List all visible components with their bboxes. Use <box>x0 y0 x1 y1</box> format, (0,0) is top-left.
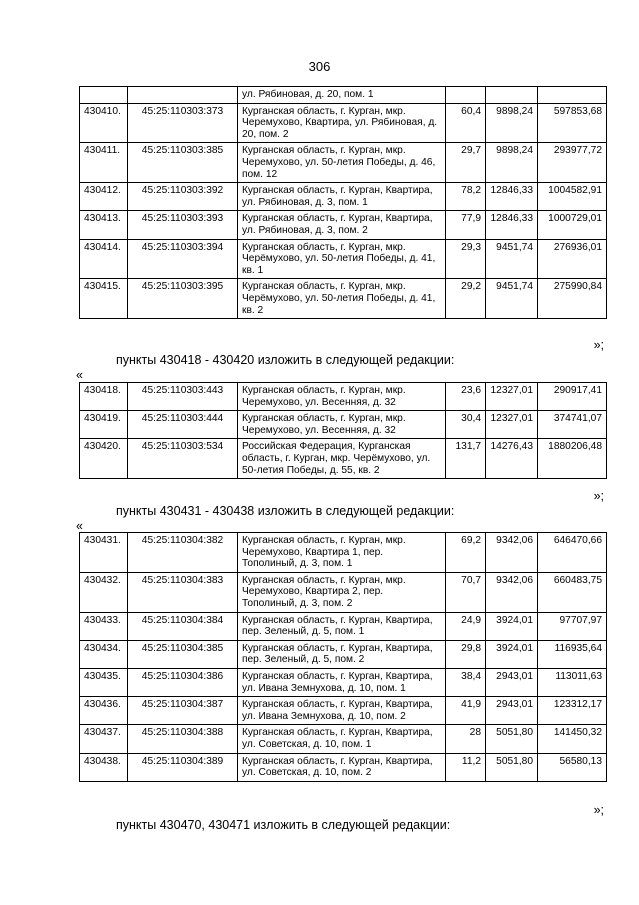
cadastral-number-cell: 45:25:110303:394 <box>128 239 238 279</box>
address-cell: Курганская область, г. Курган, мкр. Черемухово, ул. Весенняя, д. 32 <box>238 411 446 439</box>
item-number-cell: 430434. <box>80 640 128 668</box>
item-number-cell: 430433. <box>80 612 128 640</box>
cadastral-value-cell: 646470,66 <box>538 533 607 573</box>
table-row <box>80 640 607 668</box>
area-cell: 28 <box>446 725 486 753</box>
cadastral-number-cell: 45:25:110304:389 <box>128 753 238 781</box>
instruction-text-1: пункты 430418 - 430420 изложить в следующей редакции: <box>116 353 455 367</box>
cadastral-number-cell: 45:25:110303:392 <box>128 183 238 211</box>
cadastral-number-cell: 45:25:110304:388 <box>128 725 238 753</box>
cadastral-number-cell: 45:25:110303:395 <box>128 279 238 319</box>
cadastral-value-cell: 290917,41 <box>538 383 607 411</box>
instruction-text-3: пункты 430470, 430471 изложить в следующей редакции: <box>116 818 451 832</box>
unit-price-cell: 9898,24 <box>486 103 538 143</box>
item-number-cell: 430437. <box>80 725 128 753</box>
area-cell: 29,8 <box>446 640 486 668</box>
cadastral-number-cell: 45:25:110304:385 <box>128 640 238 668</box>
cadastral-value-cell: 1004582,91 <box>538 183 607 211</box>
unit-price-cell: 9451,74 <box>486 239 538 279</box>
table-row <box>80 725 607 753</box>
item-number-cell <box>80 87 128 104</box>
item-number-cell: 430420. <box>80 439 128 479</box>
address-cell: Российская Федерация, Курганская область, г. Курган, мкр. Черёмухово, ул. 50-летия Победы, д. 55, кв. 2 <box>238 439 446 479</box>
address-cell: Курганская область, г. Курган, мкр. Черемухово, Квартира 2, пер. Тополиный, д. 3, пом. 2 <box>238 572 446 612</box>
cadastral-value-cell: 275990,84 <box>538 279 607 319</box>
table-row <box>80 753 607 781</box>
table-row <box>80 383 607 411</box>
opening-quote-1: « <box>76 368 83 382</box>
address-cell: Курганская область, г. Курган, Квартира, ул. Советская, д. 10, пом. 1 <box>238 725 446 753</box>
unit-price-cell: 9342,06 <box>486 572 538 612</box>
cadastral-number-cell: 45:25:110304:384 <box>128 612 238 640</box>
address-cell: Курганская область, г. Курган, Квартира, ул. Рябиновая, д. 3, пом. 1 <box>238 183 446 211</box>
closing-quote-1: »; <box>593 338 604 352</box>
table-row <box>80 143 607 183</box>
area-cell <box>446 87 486 104</box>
cadastral-number-cell: 45:25:110303:534 <box>128 439 238 479</box>
unit-price-cell: 3924,01 <box>486 640 538 668</box>
table-row <box>80 439 607 479</box>
address-cell: Курганская область, г. Курган, Квартира, пер. Зеленый, д. 5, пом. 1 <box>238 612 446 640</box>
unit-price-cell: 9342,06 <box>486 533 538 573</box>
cadastral-value-cell: 374741,07 <box>538 411 607 439</box>
item-number-cell: 430418. <box>80 383 128 411</box>
item-number-cell: 430412. <box>80 183 128 211</box>
area-cell: 41,9 <box>446 697 486 725</box>
unit-price-cell: 9451,74 <box>486 279 538 319</box>
table-row <box>80 183 607 211</box>
area-cell: 38,4 <box>446 668 486 696</box>
item-number-cell: 430413. <box>80 211 128 239</box>
address-cell: Курганская область, г. Курган, мкр. Черёмухово, ул. 50-летия Победы, д. 41, кв. 2 <box>238 279 446 319</box>
opening-quote-2: « <box>76 519 83 533</box>
cadastral-number-cell: 45:25:110303:393 <box>128 211 238 239</box>
unit-price-cell: 5051,80 <box>486 753 538 781</box>
area-cell: 69,2 <box>446 533 486 573</box>
table-row <box>80 411 607 439</box>
unit-price-cell: 9898,24 <box>486 143 538 183</box>
table-row <box>80 279 607 319</box>
area-cell: 29,3 <box>446 239 486 279</box>
table-row <box>80 668 607 696</box>
area-cell: 131,7 <box>446 439 486 479</box>
item-number-cell: 430431. <box>80 533 128 573</box>
item-number-cell: 430410. <box>80 103 128 143</box>
cadastral-value-cell: 123312,17 <box>538 697 607 725</box>
address-cell: Курганская область, г. Курган, Квартира, пер. Зеленый, д. 5, пом. 2 <box>238 640 446 668</box>
area-cell: 78,2 <box>446 183 486 211</box>
unit-price-cell: 2943,01 <box>486 668 538 696</box>
cadastral-number-cell: 45:25:110303:373 <box>128 103 238 143</box>
table-row <box>80 211 607 239</box>
property-table-3 <box>79 532 607 782</box>
table-row <box>80 612 607 640</box>
item-number-cell: 430415. <box>80 279 128 319</box>
cadastral-number-cell: 45:25:110303:385 <box>128 143 238 183</box>
closing-quote-3: »; <box>593 803 604 817</box>
cadastral-value-cell: 97707,97 <box>538 612 607 640</box>
unit-price-cell: 3924,01 <box>486 612 538 640</box>
property-table-2 <box>79 382 607 479</box>
table-row <box>80 697 607 725</box>
unit-price-cell: 12846,33 <box>486 183 538 211</box>
cadastral-value-cell: 276936,01 <box>538 239 607 279</box>
cadastral-value-cell: 141450,32 <box>538 725 607 753</box>
cadastral-value-cell: 597853,68 <box>538 103 607 143</box>
area-cell: 30,4 <box>446 411 486 439</box>
cadastral-value-cell: 293977,72 <box>538 143 607 183</box>
area-cell: 23,6 <box>446 383 486 411</box>
unit-price-cell: 12327,01 <box>486 383 538 411</box>
cadastral-value-cell: 113011,63 <box>538 668 607 696</box>
cadastral-value-cell <box>538 87 607 104</box>
area-cell: 70,7 <box>446 572 486 612</box>
address-cell: Курганская область, г. Курган, Квартира, ул. Рябиновая, д. 3, пом. 2 <box>238 211 446 239</box>
table-row <box>80 572 607 612</box>
unit-price-cell: 12327,01 <box>486 411 538 439</box>
unit-price-cell: 14276,43 <box>486 439 538 479</box>
area-cell: 77,9 <box>446 211 486 239</box>
instruction-text-2: пункты 430431 - 430438 изложить в следующей редакции: <box>116 504 455 518</box>
unit-price-cell: 2943,01 <box>486 697 538 725</box>
property-table-1 <box>79 86 607 319</box>
table-row <box>80 87 607 104</box>
area-cell: 29,2 <box>446 279 486 319</box>
page-number: 306 <box>308 59 331 74</box>
cadastral-number-cell: 45:25:110304:382 <box>128 533 238 573</box>
address-cell: Курганская область, г. Курган, Квартира, ул. Ивана Земнухова, д. 10, пом. 2 <box>238 697 446 725</box>
address-cell: Курганская область, г. Курган, мкр. Черемухово, Квартира 1, пер. Тополиный, д. 3, пом. 1 <box>238 533 446 573</box>
unit-price-cell <box>486 87 538 104</box>
cadastral-number-cell: 45:25:110304:386 <box>128 668 238 696</box>
item-number-cell: 430411. <box>80 143 128 183</box>
cadastral-value-cell: 56580,13 <box>538 753 607 781</box>
unit-price-cell: 12846,33 <box>486 211 538 239</box>
address-cell: Курганская область, г. Курган, Квартира, ул. Ивана Земнухова, д. 10, пом. 1 <box>238 668 446 696</box>
table-row <box>80 103 607 143</box>
item-number-cell: 430435. <box>80 668 128 696</box>
cadastral-number-cell: 45:25:110304:383 <box>128 572 238 612</box>
item-number-cell: 430419. <box>80 411 128 439</box>
address-cell: ул. Рябиновая, д. 20, пом. 1 <box>238 87 446 104</box>
table-row <box>80 533 607 573</box>
item-number-cell: 430436. <box>80 697 128 725</box>
area-cell: 29,7 <box>446 143 486 183</box>
address-cell: Курганская область, г. Курган, мкр. Черёмухово, ул. 50-летия Победы, д. 41, кв. 1 <box>238 239 446 279</box>
item-number-cell: 430438. <box>80 753 128 781</box>
unit-price-cell: 5051,80 <box>486 725 538 753</box>
cadastral-number-cell <box>128 87 238 104</box>
item-number-cell: 430432. <box>80 572 128 612</box>
area-cell: 60,4 <box>446 103 486 143</box>
cadastral-number-cell: 45:25:110304:387 <box>128 697 238 725</box>
cadastral-value-cell: 660483,75 <box>538 572 607 612</box>
area-cell: 11,2 <box>446 753 486 781</box>
table-row <box>80 239 607 279</box>
address-cell: Курганская область, г. Курган, мкр. Черемухово, Квартира, ул. Рябиновая, д. 20, пом. 2 <box>238 103 446 143</box>
cadastral-number-cell: 45:25:110303:443 <box>128 383 238 411</box>
item-number-cell: 430414. <box>80 239 128 279</box>
area-cell: 24,9 <box>446 612 486 640</box>
address-cell: Курганская область, г. Курган, Квартира, ул. Советская, д. 10, пом. 2 <box>238 753 446 781</box>
cadastral-number-cell: 45:25:110303:444 <box>128 411 238 439</box>
closing-quote-2: »; <box>593 489 604 503</box>
cadastral-value-cell: 116935,64 <box>538 640 607 668</box>
cadastral-value-cell: 1880206,48 <box>538 439 607 479</box>
cadastral-value-cell: 1000729,01 <box>538 211 607 239</box>
address-cell: Курганская область, г. Курган, мкр. Черемухово, ул. Весенняя, д. 32 <box>238 383 446 411</box>
address-cell: Курганская область, г. Курган, мкр. Черемухово, ул. 50-летия Победы, д. 46, пом. 12 <box>238 143 446 183</box>
